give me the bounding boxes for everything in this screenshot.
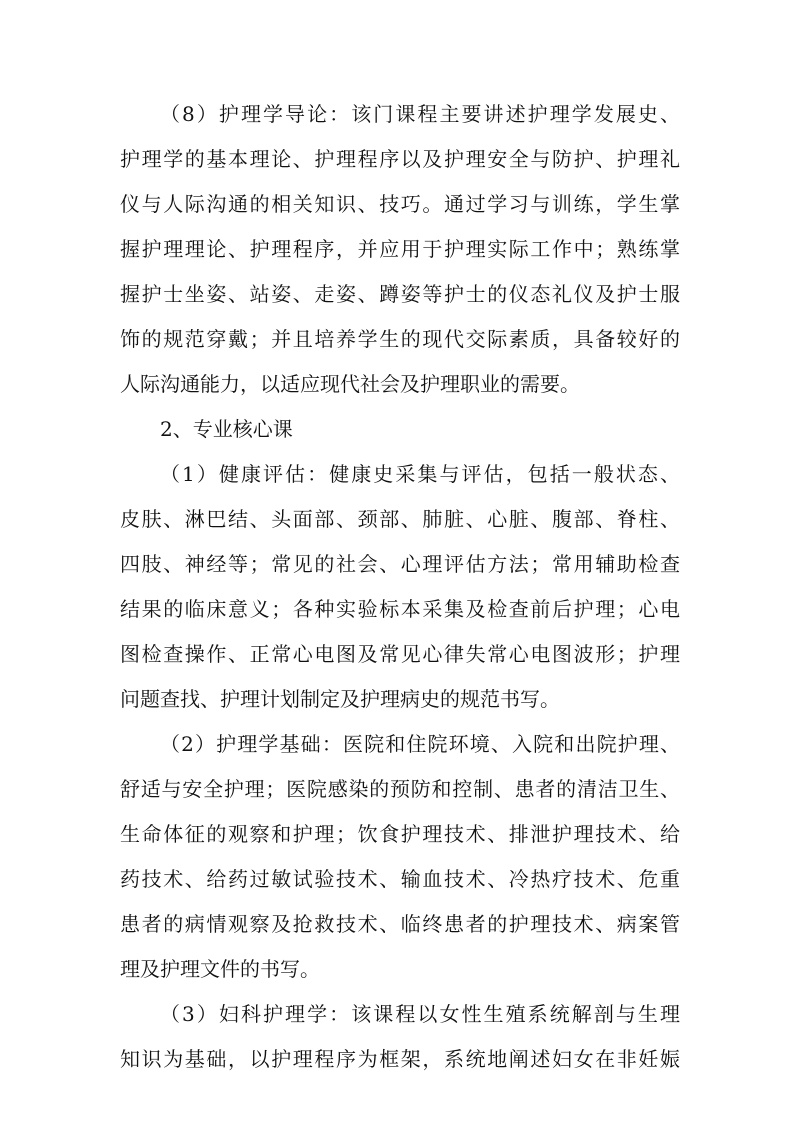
paragraph-1-line-4: 结果的临床意义；各种实验标本采集及检查前后护理；心电 <box>120 597 680 621</box>
paragraph-8-line-5: 握护士坐姿、站姿、走姿、蹲姿等护士的仪态礼仪及护士服 <box>120 282 680 306</box>
paragraph-8-line-7: 人际沟通能力，以适应现代社会及护理职业的需要。 <box>120 372 580 396</box>
paragraph-8-line-2: 护理学的基本理论、护理程序以及护理安全与防护、护理礼 <box>120 147 680 171</box>
paragraph-2-line-2: 舒适与安全护理；医院感染的预防和控制、患者的清洁卫生、 <box>120 777 680 801</box>
paragraph-2-line-1: （2）护理学基础：医院和住院环境、入院和出院护理、 <box>160 732 680 756</box>
paragraph-1-line-3: 四肢、神经等；常见的社会、心理评估方法；常用辅助检查 <box>120 552 680 576</box>
paragraph-2-line-5: 患者的病情观察及抢救技术、临终患者的护理技术、病案管 <box>120 912 680 936</box>
paragraph-2-line-3: 生命体征的观察和护理；饮食护理技术、排泄护理技术、给 <box>120 822 680 846</box>
paragraph-1-line-6: 问题查找、护理计划制定及护理病史的规范书写。 <box>120 687 560 711</box>
paragraph-8-line-4: 握护理理论、护理程序，并应用于护理实际工作中；熟练掌 <box>120 237 680 261</box>
paragraph-8-line-6: 饰的规范穿戴；并且培养学生的现代交际素质，具备较好的 <box>120 327 680 351</box>
paragraph-1-line-1: （1）健康评估：健康史采集与评估，包括一般状态、 <box>160 462 680 486</box>
paragraph-3-line-1: （3）妇科护理学：该课程以女性生殖系统解剖与生理 <box>160 1002 680 1026</box>
paragraph-3-line-2: 知识为基础，以护理程序为框架，系统地阐述妇女在非妊娠 <box>120 1047 680 1071</box>
paragraph-1-line-5: 图检查操作、正常心电图及常见心律失常心电图波形；护理 <box>120 642 680 666</box>
paragraph-2-line-6: 理及护理文件的书写。 <box>120 957 320 981</box>
paragraph-2-line-4: 药技术、给药过敏试验技术、输血技术、冷热疗技术、危重 <box>120 867 680 891</box>
paragraph-1-line-2: 皮肤、淋巴结、头面部、颈部、肺脏、心脏、腹部、脊柱、 <box>120 507 680 531</box>
paragraph-8-line-1: （8）护理学导论：该门课程主要讲述护理学发展史、 <box>160 102 680 126</box>
section-heading-core-courses: 2、专业核心课 <box>160 417 293 441</box>
paragraph-8-line-3: 仪与人际沟通的相关知识、技巧。通过学习与训练，学生掌 <box>120 192 680 216</box>
